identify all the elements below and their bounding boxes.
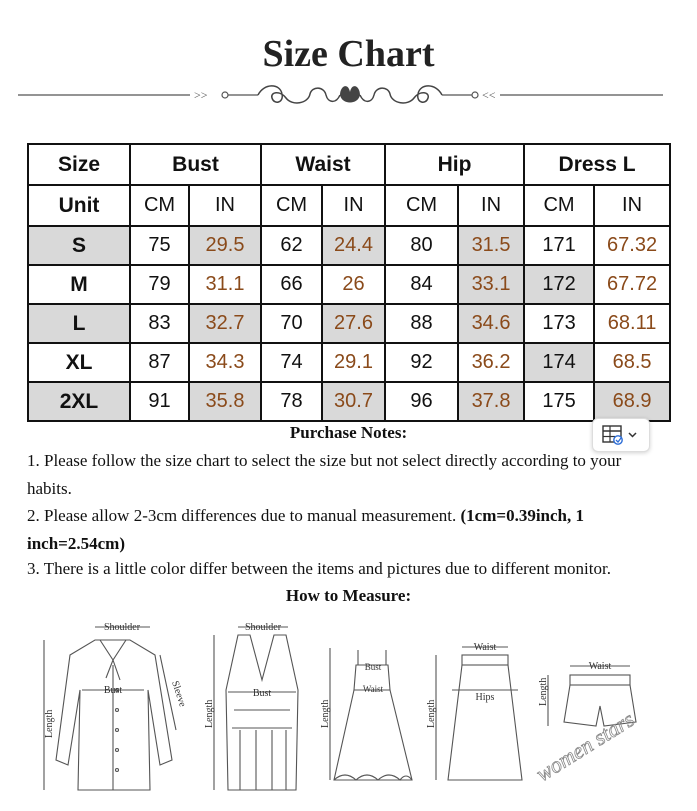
shirt-illustration: [44, 627, 176, 790]
value-cell: 26: [322, 265, 385, 304]
value-cell: 35.8: [189, 382, 261, 421]
note-line-2-text: 2. Please allow 2-3cm differences due to manual measurement.: [27, 506, 461, 525]
value-cell: 31.5: [458, 226, 524, 265]
value-cell: 171: [524, 226, 594, 265]
watermark-text: women stars: [531, 706, 639, 787]
unit-cell: IN: [594, 185, 670, 226]
value-cell: 88: [385, 304, 458, 343]
size-chart-table: [27, 143, 671, 422]
value-cell: 68.11: [594, 304, 670, 343]
value-cell: 68.5: [594, 343, 670, 382]
table-row: [28, 304, 670, 343]
value-cell: 96: [385, 382, 458, 421]
page-title: Size Chart: [262, 33, 435, 75]
value-cell: 37.8: [458, 382, 524, 421]
value-cell: 32.7: [189, 304, 261, 343]
label-bust-1: Bust: [103, 685, 123, 696]
note-line-2-conversion: (1cm=0.39inch, 1 inch=2.54cm): [27, 506, 584, 553]
value-cell: 175: [524, 382, 594, 421]
value-cell: 24.4: [322, 226, 385, 265]
value-cell: 80: [385, 226, 458, 265]
value-cell: 33.1: [458, 265, 524, 304]
note-line-3: 3. There is a little color differ between the items and pictures due to different monitor.: [27, 559, 611, 578]
value-cell: 31.1: [189, 265, 261, 304]
value-cell: 78: [261, 382, 322, 421]
table-row: [28, 226, 670, 265]
value-cell: 34.3: [189, 343, 261, 382]
value-cell: 29.1: [322, 343, 385, 382]
label-waist-2: Waist: [473, 642, 497, 653]
size-cell: 2XL: [28, 382, 130, 421]
table-row: [28, 382, 670, 421]
label-bust-3: Bust: [364, 662, 382, 672]
value-cell: 68.9: [594, 382, 670, 421]
value-cell: 70: [261, 304, 322, 343]
value-cell: 29.5: [189, 226, 261, 265]
label-length-2: Length: [204, 699, 215, 728]
value-cell: 75: [130, 226, 189, 265]
value-cell: 62: [261, 226, 322, 265]
value-cell: 34.6: [458, 304, 524, 343]
table-row: [28, 343, 670, 382]
value-cell: 87: [130, 343, 189, 382]
note-line-2: [27, 502, 652, 558]
label-length-4: Length: [426, 699, 437, 728]
label-shoulder-2: Shoulder: [244, 622, 282, 633]
header-row-groups: [28, 144, 670, 185]
value-cell: 84: [385, 265, 458, 304]
how-to-measure-title: How to Measure:: [285, 586, 412, 605]
purchase-notes-title: Purchase Notes:: [289, 423, 408, 442]
group-header-dress-length: Dress L: [524, 144, 670, 185]
value-cell: 30.7: [322, 382, 385, 421]
value-cell: 174: [524, 343, 594, 382]
svg-text:<<: <<: [482, 88, 496, 102]
value-cell: 67.32: [594, 226, 670, 265]
label-waist-3: Waist: [588, 661, 612, 672]
label-shoulder-1: Shoulder: [103, 622, 141, 633]
size-header: Size: [28, 144, 130, 185]
unit-header: Unit: [28, 185, 130, 226]
size-cell: L: [28, 304, 130, 343]
value-cell: 91: [130, 382, 189, 421]
label-bust-2: Bust: [252, 688, 272, 699]
tank-illustration: [214, 627, 298, 790]
unit-cell: CM: [524, 185, 594, 226]
label-length-1: Length: [44, 709, 55, 738]
table-row: [28, 265, 670, 304]
skirt-illustration: [436, 647, 522, 780]
header-row-units: [28, 185, 670, 226]
unit-cell: CM: [261, 185, 322, 226]
value-cell: 27.6: [322, 304, 385, 343]
group-header-waist: Waist: [261, 144, 385, 185]
value-cell: 67.72: [594, 265, 670, 304]
title-ornament: [18, 78, 663, 114]
label-sleeve: Sleeve: [169, 679, 188, 709]
value-cell: 92: [385, 343, 458, 382]
watermark: [530, 690, 690, 790]
value-cell: 172: [524, 265, 594, 304]
size-cell: XL: [28, 343, 130, 382]
table-chart-icon: [601, 424, 641, 446]
size-cell: M: [28, 265, 130, 304]
unit-cell: CM: [130, 185, 189, 226]
group-header-bust: Bust: [130, 144, 261, 185]
value-cell: 79: [130, 265, 189, 304]
label-waist-1: Waist: [362, 684, 384, 694]
unit-cell: CM: [385, 185, 458, 226]
label-length-5: Length: [538, 677, 549, 706]
value-cell: 173: [524, 304, 594, 343]
size-cell: S: [28, 226, 130, 265]
value-cell: 83: [130, 304, 189, 343]
value-cell: 74: [261, 343, 322, 382]
value-cell: 66: [261, 265, 322, 304]
group-header-hip: Hip: [385, 144, 524, 185]
unit-cell: IN: [458, 185, 524, 226]
unit-cell: IN: [322, 185, 385, 226]
note-line-1: 1. Please follow the size chart to select the size but not select directly according to your habits.: [27, 451, 622, 498]
label-length-3: Length: [320, 699, 331, 728]
value-cell: 36.2: [458, 343, 524, 382]
label-hips: Hips: [475, 692, 495, 703]
svg-text:>>: >>: [194, 88, 208, 102]
unit-cell: IN: [189, 185, 261, 226]
